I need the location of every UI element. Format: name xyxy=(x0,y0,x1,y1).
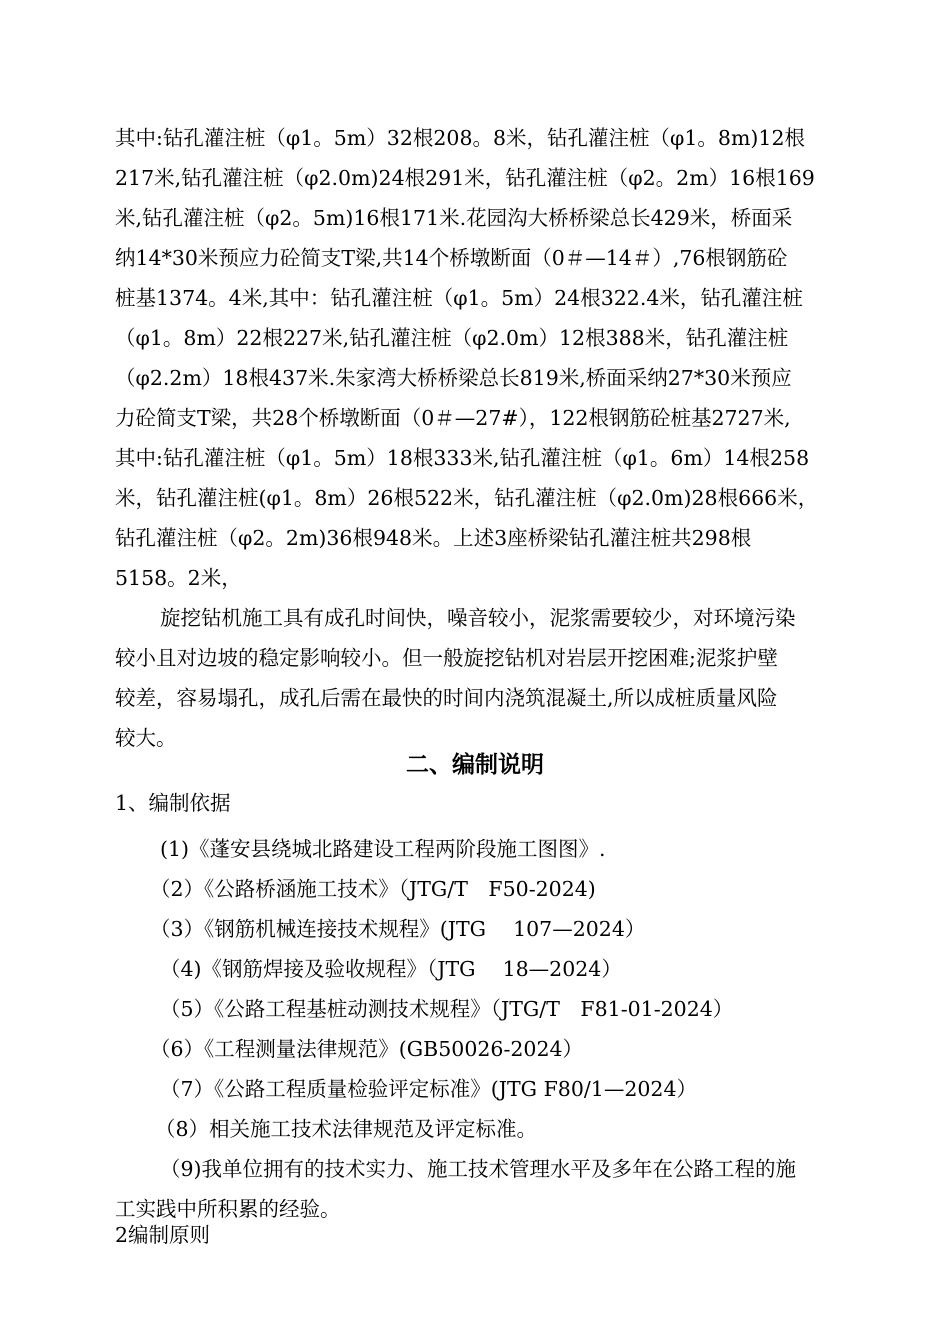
text-line: 米，钻孔灌注桩(φ1。8m）26根522米，钻孔灌注桩（φ2.0m)28根666米， xyxy=(115,486,819,510)
list-item-continuation: 工实践中所积累的经验。 xyxy=(115,1197,341,1221)
text-line: 力砼简支T梁，共28个桥墩断面（0＃—27#），122根钢筋砼桩基2727米, xyxy=(115,406,791,430)
subheading-principles: 2编制原则 xyxy=(115,1223,211,1247)
text-line: 较小且对边坡的稳定影响较小。但一般旋挖钻机对岩层开挖困难;泥浆护壁 xyxy=(115,646,778,670)
text-line: 米,钻孔灌注桩（φ2。5m)16根171米.花园沟大桥桥梁总长429米，桥面采 xyxy=(115,206,793,230)
text-line: 桩基1374。4米,其中：钻孔灌注桩（φ1。5m）24根322.4米，钻孔灌注桩 xyxy=(115,286,803,310)
list-item: (1)《蓬安县绕城北路建设工程两阶段施工图图》. xyxy=(160,837,606,861)
list-item: （9)我单位拥有的技术实力、施工技术管理水平及多年在公路工程的施 xyxy=(160,1157,797,1181)
text-line: 其中:钻孔灌注桩（φ1。5m）32根208。8米，钻孔灌注桩（φ1。8m)12根 xyxy=(115,126,806,150)
text-line: 纳14*30米预应力砼简支T梁,共14个桥墩断面（0＃—14＃）,76根钢筋砼 xyxy=(115,246,788,270)
text-line: （φ2.2m）18根437米.朱家湾大桥桥梁总长819米,桥面采纳27*30米预应 xyxy=(115,366,792,390)
list-item: （5）《公路工程基桩动测技术规程》（JTG/T F81-01-2024） xyxy=(160,997,734,1021)
list-item: （6）《工程测量法律规范》(GB50026-2024） xyxy=(150,1037,584,1061)
text-line: 其中:钻孔灌注桩（φ1。5m）18根333米,钻孔灌注桩（φ1。6m）14根258 xyxy=(115,446,810,470)
subheading-basis: 1、编制依据 xyxy=(115,791,231,815)
list-item: （3）《钢筋机械连接技术规程》(JTG 107—2024） xyxy=(150,917,646,941)
list-item: （4)《钢筋焊接及验收规程》（JTG 18—2024） xyxy=(160,957,622,981)
text-line: （φ1。8m）22根227米,钻孔灌注桩（φ2.0m）12根388米，钻孔灌注桩 xyxy=(115,326,789,350)
section-heading: 二、编制说明 xyxy=(406,752,544,778)
text-line: 较差，容易塌孔，成孔后需在最快的时间内浇筑混凝土,所以成桩质量风险 xyxy=(115,686,778,710)
list-item: （2）《公路桥涵施工技术》（JTG/T F50-2024) xyxy=(150,877,596,901)
text-line: 旋挖钻机施工具有成孔时间快，噪音较小，泥浆需要较少，对环境污染 xyxy=(160,606,796,630)
text-line: 217米,钻孔灌注桩（φ2.0m)24根291米，钻孔灌注桩（φ2。2m）16根169 xyxy=(115,166,815,190)
text-line: 较大。 xyxy=(115,726,177,750)
text-line: 钻孔灌注桩（φ2。2m)36根948米。上述3座桥梁钻孔灌注桩共298根 xyxy=(115,526,752,550)
list-item: （8）相关施工技术法律规范及评定标准。 xyxy=(155,1117,538,1141)
list-item: （7）《公路工程质量检验评定标准》(JTG F80/1—2024） xyxy=(160,1077,698,1101)
text-line: 5158。2米， xyxy=(115,566,242,590)
